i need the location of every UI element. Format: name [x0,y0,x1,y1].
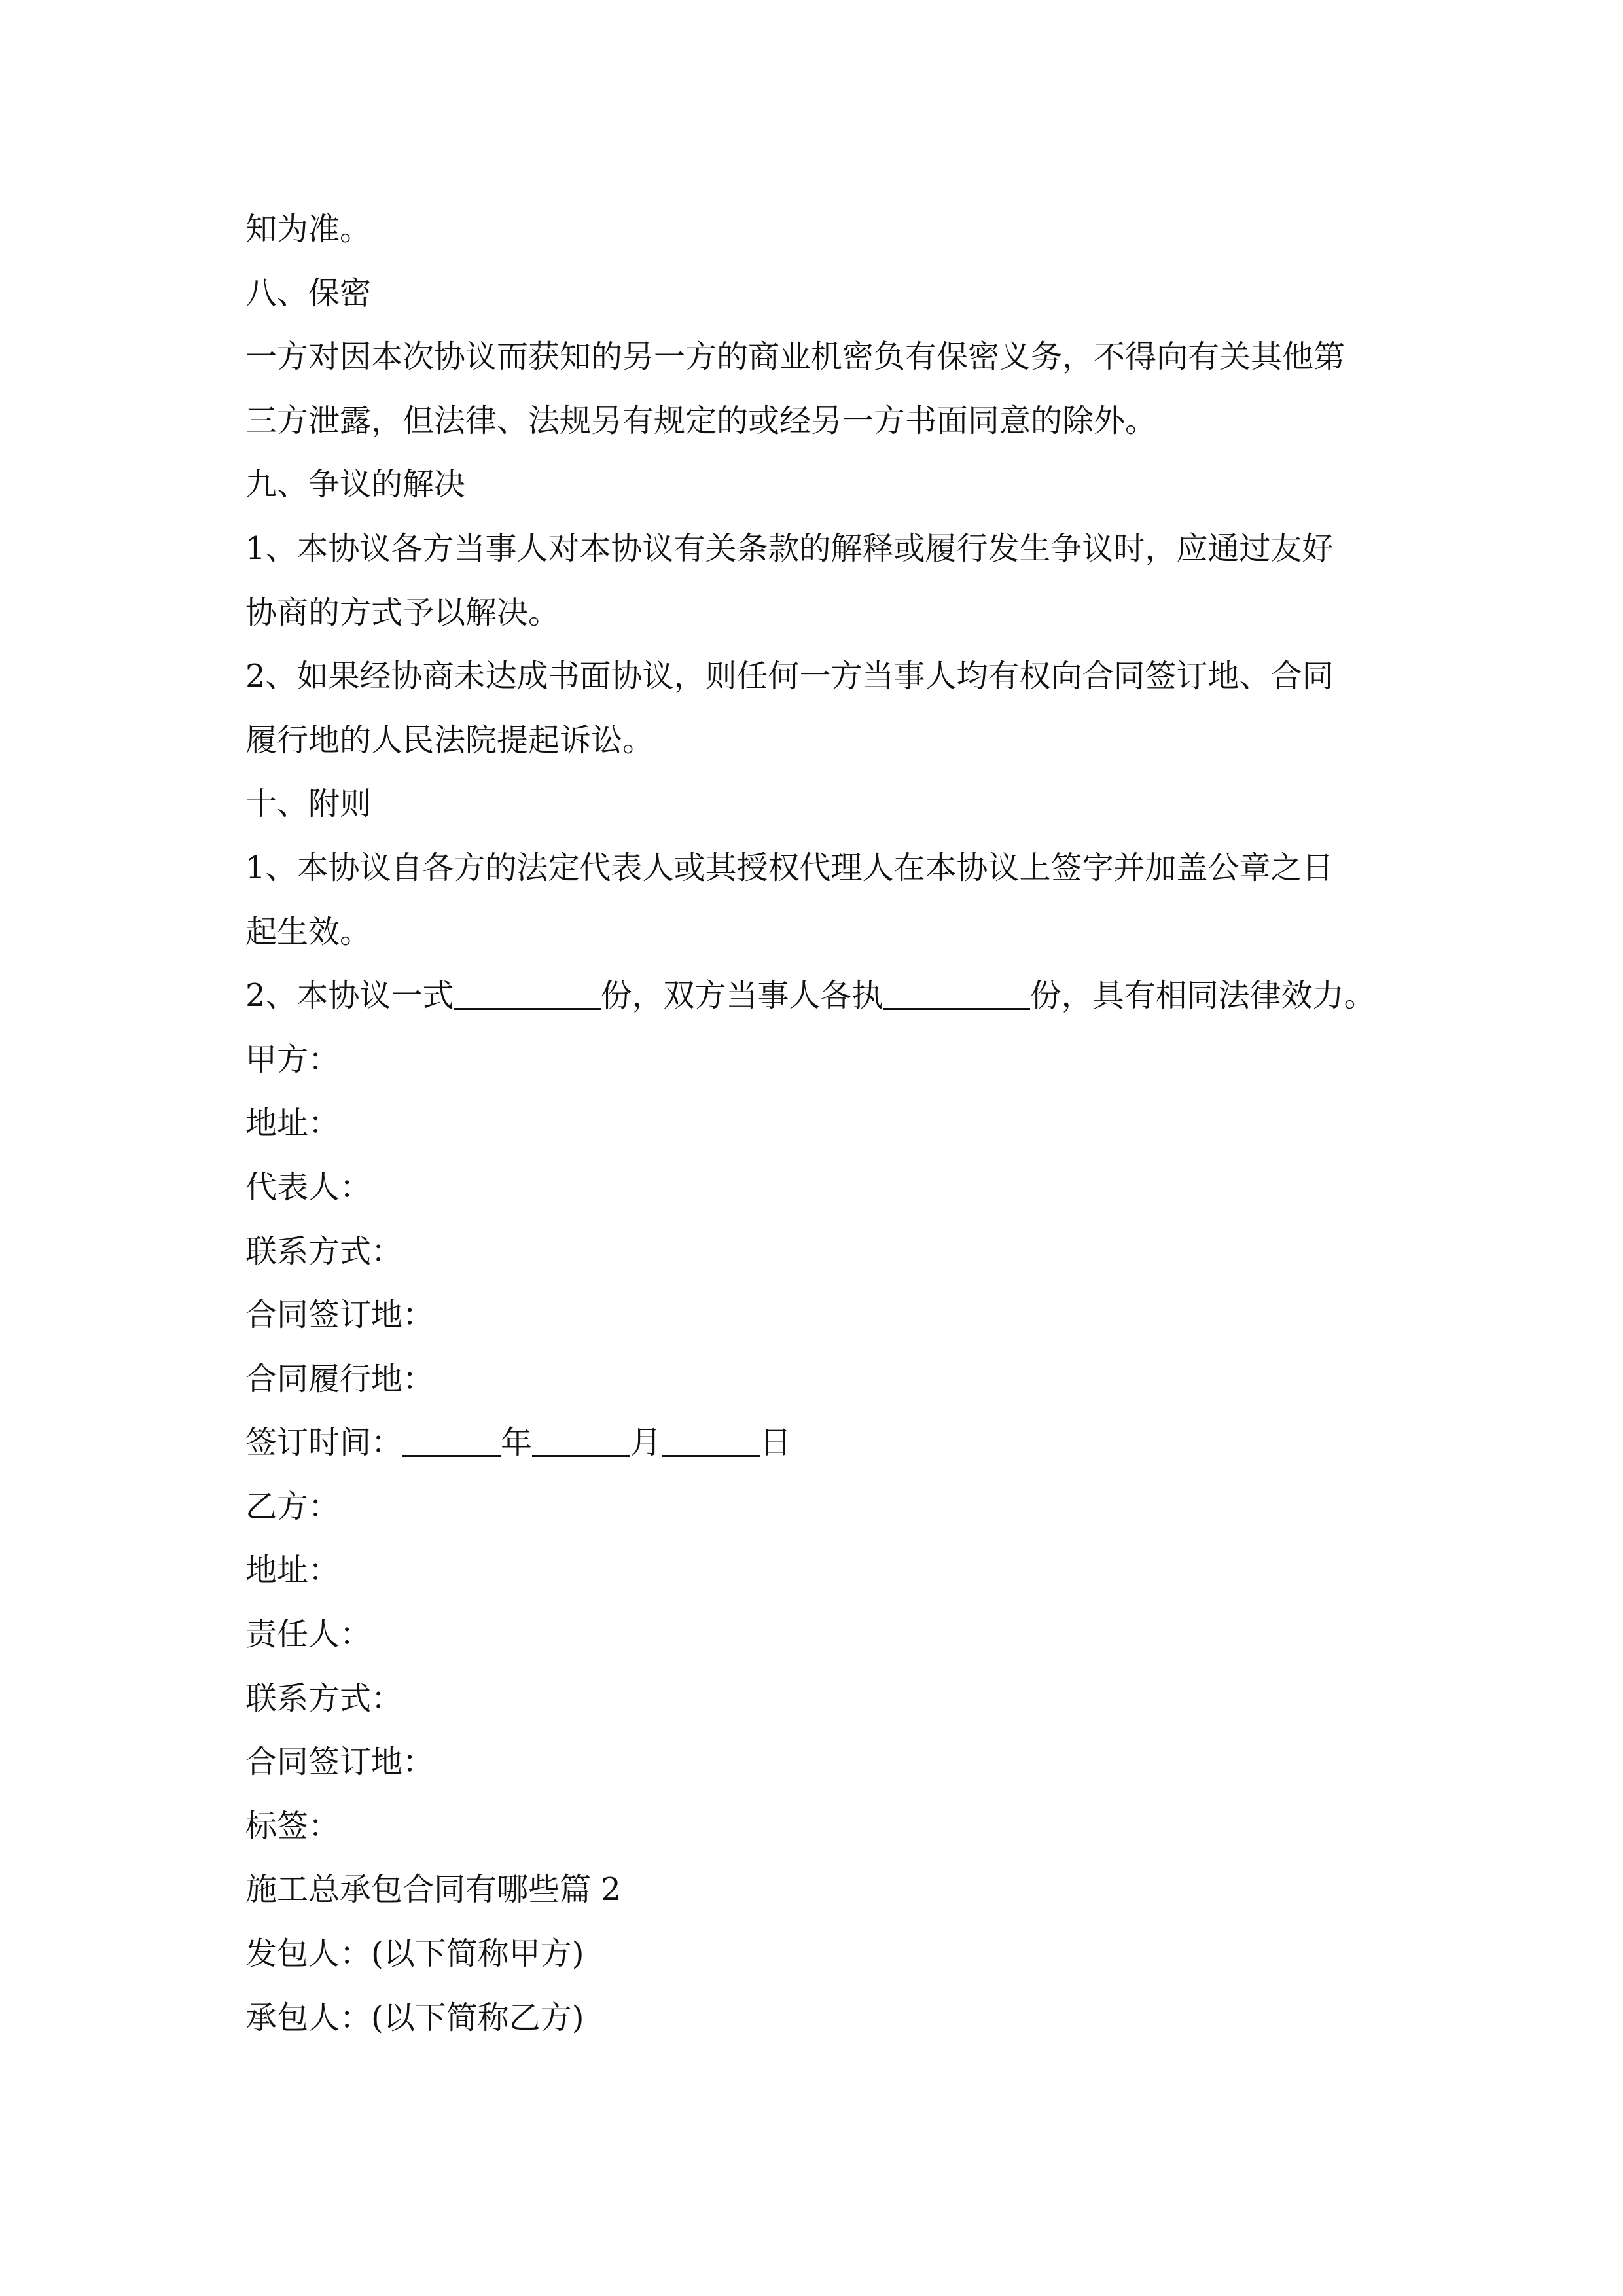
party-b-label: 乙方： [245,1488,340,1525]
party-a-representative: 代表人： [245,1168,372,1206]
sign-date-year-blank[interactable] [402,1427,501,1457]
text-line: 2、如果经协商未达成书面协议，则任何一方当事人均有权向合同签订地、合同 [245,658,1334,695]
section-heading-dispute-resolution: 九、争议的解决 [245,466,466,503]
party-a-performance-place: 合同履行地： [245,1360,435,1397]
text-line: 协商的方式予以解决。 [245,594,560,631]
employer-line: 发包人：(以下简称甲方) [245,1935,584,1973]
copies-line [245,964,1397,1028]
copies-blank-each[interactable] [883,980,1030,1010]
copies-blank-total[interactable] [454,980,601,1010]
party-b-signing-place: 合同签订地： [245,1744,435,1781]
copies-text-part2: 份，双方当事人各执 [600,977,883,1014]
copies-text-part1: 2、本协议一式 [245,977,454,1014]
party-b-address: 地址： [245,1552,340,1589]
sign-date-month-blank[interactable] [532,1427,630,1457]
party-a-address: 地址： [245,1105,340,1142]
sign-date-label: 签订时间： [245,1424,403,1462]
text-line: 履行地的人民法院提起诉讼。 [245,721,654,759]
party-b-responsible-person: 责任人： [245,1616,372,1653]
text-line: 三方泄露，但法律、法规另有规定的或经另一方书面同意的除外。 [245,402,1157,439]
sign-date-year: 年 [501,1424,533,1462]
contractor-line: 承包人：(以下简称乙方) [245,1999,584,2036]
section-heading-supplementary: 十、附则 [245,785,372,823]
text-line: 起生效。 [245,913,372,950]
text-line: 一方对因本次协议而获知的另一方的商业机密负有保密义务，不得向有关其他第 [245,338,1346,376]
party-a-label: 甲方： [245,1041,340,1078]
sign-date-day: 日 [760,1424,792,1462]
party-a-contact: 联系方式： [245,1232,403,1270]
document-body [245,198,1397,2050]
sign-date-month: 月 [630,1424,662,1462]
tags-label: 标签： [245,1807,340,1844]
copies-text-part3: 份，具有相同法律效力。 [1029,977,1376,1014]
article-title: 施工总承包合同有哪些篇 2 [245,1871,621,1909]
party-a-signing-place: 合同签订地： [245,1297,435,1334]
sign-date-line [245,1411,1397,1475]
section-heading-confidentiality: 八、保密 [245,274,372,312]
sign-date-day-blank[interactable] [662,1427,760,1457]
text-line: 知为准。 [245,211,372,247]
party-b-contact: 联系方式： [245,1679,403,1717]
text-line: 1、本协议自各方的法定代表人或其授权代理人在本协议上签字并加盖公章之日 [245,849,1334,886]
text-line: 1、本协议各方当事人对本协议有关条款的解释或履行发生争议时，应通过友好 [245,529,1334,567]
